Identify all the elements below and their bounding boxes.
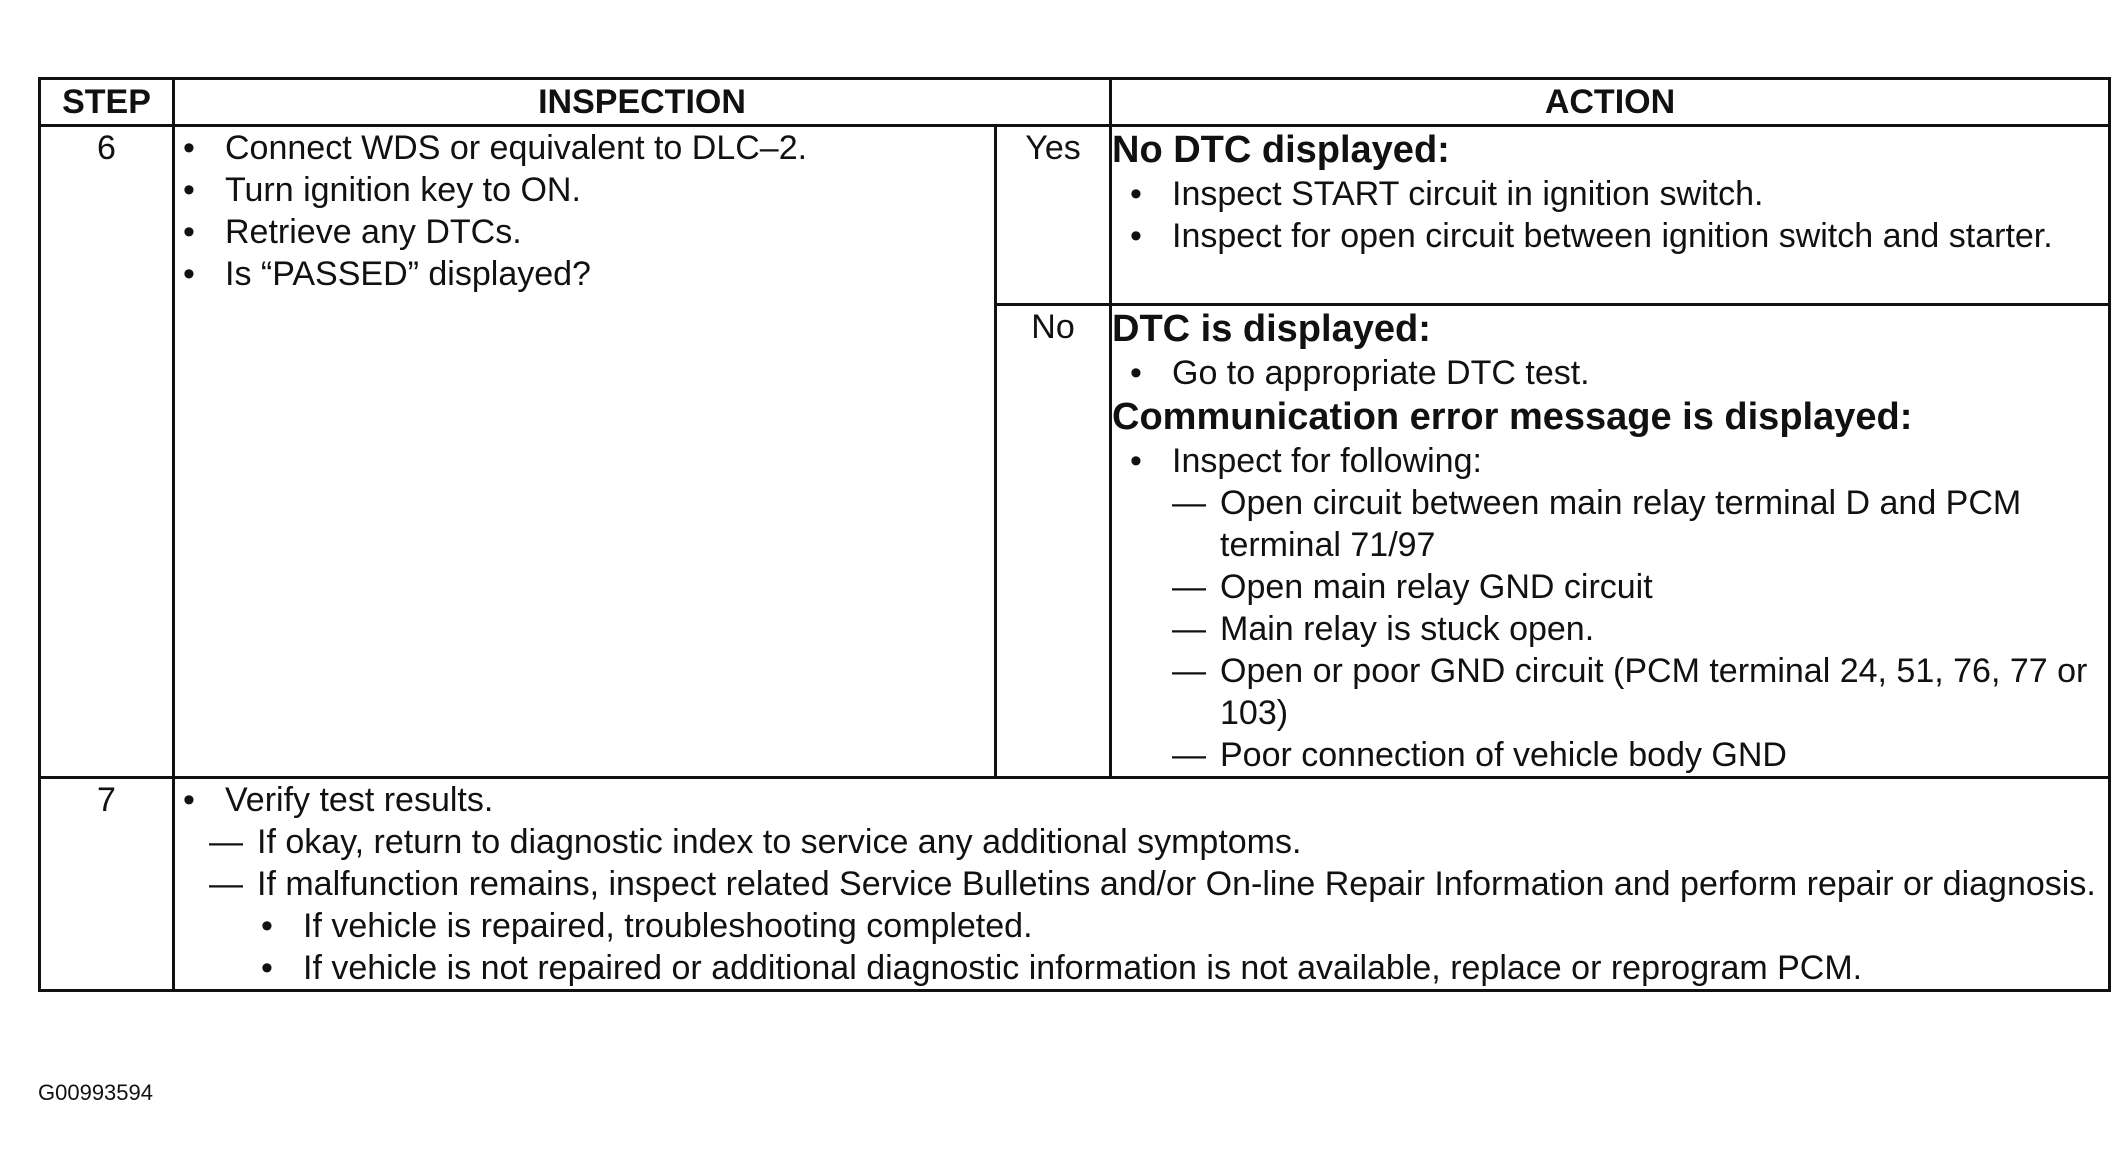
header-action: ACTION [1111,79,2110,126]
step6-inspection-list [175,127,994,295]
step-number-7: 7 [40,778,174,991]
list-item [209,863,2108,989]
step7-content-cell [174,778,2110,991]
list-item: • Turn ignition key to ON. [175,169,994,211]
list-item [1112,440,2108,776]
list-item: • Connect WDS or equivalent to DLC–2. [175,127,994,169]
list-item: — Main relay is stuck open. [1172,608,2108,650]
list-item: — If okay, return to diagnostic index to service any additional symptoms. [209,821,2108,863]
step7-sub-list [257,905,2108,989]
header-step: STEP [40,79,174,126]
step-number-6: 6 [40,126,174,778]
no-action-list-2 [1112,440,2108,776]
list-item: • Retrieve any DTCs. [175,211,994,253]
list-item: • Go to appropriate DTC test. [1112,352,2108,394]
step7-dash-list [209,821,2108,989]
table-row-step7 [40,778,2110,991]
inspect-following-sublist [1172,482,2108,776]
list-item: • If vehicle is repaired, troubleshooting completed. [257,905,2108,947]
list-item: • Is “PASSED” displayed? [175,253,994,295]
list-item: — Open main relay GND circuit [1172,566,2108,608]
yes-action-list [1112,173,2108,257]
diagnostic-table-container [38,77,2111,992]
no-action-list-1 [1112,352,2108,394]
list-item: • Inspect for open circuit between ignition switch and starter. [1112,215,2108,257]
action-heading-no-dtc: No DTC displayed: [1112,129,1450,171]
malfunction-remains-text: If malfunction remains, inspect related Service Bulletins and/or On-line Repair Information and perform repair or diagnosis. [257,865,2096,903]
table-row-step6-yes [40,126,2110,305]
step6-yes-action-cell [1111,126,2110,305]
answer-no: No [996,305,1111,778]
action-heading-dtc-displayed: DTC is displayed: [1112,308,1431,350]
step7-list [175,779,2108,821]
header-inspection: INSPECTION [174,79,1111,126]
list-item: — Open or poor GND circuit (PCM terminal 24, 51, 76, 77 or 103) [1172,650,2108,734]
list-item: • If vehicle is not repaired or additional diagnostic information is not available, replace or reprogram PCM. [257,947,2108,989]
table-header-row [40,79,2110,126]
step6-no-action-cell [1111,305,2110,778]
list-item: • Verify test results. [175,779,2108,821]
diagnostic-table [38,77,2111,992]
list-item: — Poor connection of vehicle body GND [1172,734,2108,776]
list-item: — Open circuit between main relay terminal D and PCM terminal 71/97 [1172,482,2108,566]
inspect-following-label: Inspect for following: [1172,442,1482,480]
figure-id: G00993594 [38,1080,153,1105]
answer-yes: Yes [996,126,1111,305]
step6-inspection-cell [174,126,996,778]
list-item: • Inspect START circuit in ignition switch. [1112,173,2108,215]
action-heading-communication-error: Communication error message is displayed: [1112,396,1913,438]
